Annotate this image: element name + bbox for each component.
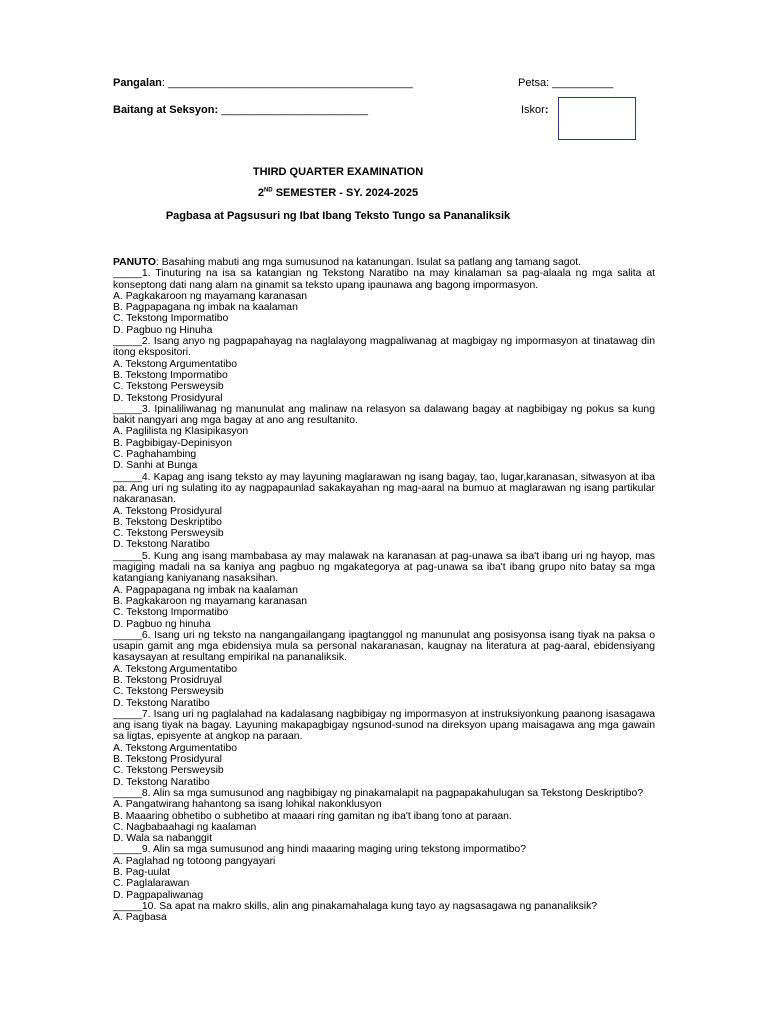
question-text: _____10. Sa apat na makro skills, alin ang pinakamahalaga kung tayo ay nagsasagawa ng pananaliksik? [113,900,598,912]
question-item [113,268,655,336]
question-text: _____6. Isang uri ng teksto na nangangailangang ipagtanggol ng manunulat ang posisyonsa isang tiyak na paksa o usapin gamit ang mga ebidensiya mula sa personal nakaranasan, kaugnay na literatura at pag-aaral, ebidensiyang kasaysayan at resultang empirikal na pananaliksik. [113,629,655,664]
question-text: _____7. Isang uri ng paglalahad na kadalasang nagbibigay ng impormasyon at instruksiyonkung paanong isasagawa ang isang tiyak na bagay. Layuning makapagbigay ngsunod-sunod na direksyon upang maisagawa ang mga gawain sa ligtas, episyente at angkop na paraan. [113,708,655,743]
question-text: _____9. Alin sa mga sumusunod ang hindi maaaring maging uring tekstong impormatibo? [113,844,526,856]
grade-section-line[interactable]: ________________________ [218,104,369,116]
score-row [521,104,549,116]
answer-choice: B. Pagbibigay-Depinisyon [113,437,232,449]
answer-choice: A. Paglahad ng totoong pangyayari [113,855,276,867]
answer-choice: D. Pagpapaliwanag [113,889,204,901]
question-item [113,709,655,788]
semester-year: SEMESTER - SY. 2024-2025 [272,187,419,199]
grade-section-row [113,104,368,116]
question-item [113,404,655,472]
answer-choice: D. Tekstong Naratibo [113,697,210,709]
name-label: Pangalan [113,77,162,89]
question-text: _____1. Tinuturing na isa sa katangian ng Tekstong Naratibo na may kinalaman sa pag-alaala ng mga salita at konseptong dati nang alam na ginamit sa teksto upang ipaunawa ang bagong impormasyon. [113,268,655,291]
answer-choice: A. Pagpapagana ng imbak na kaalaman [113,584,298,596]
answer-choice: A. Pangatwirang hahantong sa isang lohikal nakonklusyon [113,799,382,811]
answer-choice: C. Paghahambing [113,449,197,461]
score-box[interactable] [558,97,636,140]
date-line[interactable]: : __________ [546,77,614,89]
answer-choice: C. Tekstong Persweysib [113,381,224,393]
exam-title: THIRD QUARTER EXAMINATION [252,166,424,178]
answer-choice: A. Tekstong Argumentatibo [113,663,237,675]
answer-choice: D. Sanhi at Bunga [113,460,198,472]
question-text: _____4. Kapag ang isang teksto ay may layuning maglarawan ng isang bagay, tao, lugar,karanasan, sitwasyon at iba pa. Ang uri ng sulating ito ay nagpapaunlad sakakayahan ng mag-aaral na bumuo at maglarawan ng isang partikular nakaranasan. [113,471,655,506]
question-list [113,268,655,923]
answer-choice: B. Tekstong Deskriptibo [113,516,222,528]
question-text: _____2. Isang anyo ng pagpapahayag na naglalayong magpaliwanag at magbigay ng impormasyon at tinatawag din itong ekspositori. [113,336,655,359]
answer-choice: A. Tekstong Prosidyural [113,505,222,517]
name-row [113,77,413,89]
question-item [113,630,655,709]
answer-choice: D. Pagbuo ng hinuha [113,618,211,630]
answer-choice: A. Paglilista ng Klasipikasyon [113,426,249,438]
answer-choice: D. Tekstong Prosidyural [113,392,223,404]
answer-choice: B. Pagkakaroon ng mayamang karanasan [113,595,308,607]
instruction-label: PANUTO [113,257,156,268]
question-text: _____3. Ipinaliliwanag ng manunulat ang malinaw na relasyon sa dalawang bagay at nagbibigay ng pokus sa kung bakit nangyari ang mga bagay at ano ang resultanito. [113,403,655,427]
answer-choice: D. Pagbuo ng Hinuha [113,324,213,336]
answer-choice: C. Tekstong Persweysib [113,765,224,777]
date-row [518,77,613,89]
score-label: Iskor [521,104,545,116]
answer-choice: D. Wala sa nabanggit [113,833,212,845]
name-line[interactable]: : ________________________________________ [161,77,413,89]
answer-choice: A. Tekstong Argumentatibo [113,358,237,370]
subject-title: Pagbasa at Pagsusuri ng Ibat Ibang Teksto Tungo sa Pananaliksik [165,210,511,222]
semester-title [0,187,676,199]
answer-choice: B. Tekstong Impormatibo [113,369,228,381]
answer-choice: C. Tekstong Persweysib [113,528,224,540]
answer-choice: B. Tekstong Prosidruyal [113,674,222,686]
date-label: Petsa [518,77,547,89]
answer-choice: A. Tekstong Argumentatibo [113,742,237,754]
answer-choice: C. Nagbabaahagi ng kaalaman [113,821,257,833]
semester-number: 2 [257,187,264,199]
question-item [113,788,655,844]
answer-choice: A. Pagkakaroon ng mayamang karanasan [113,290,308,302]
score-colon: : [544,104,549,116]
answer-choice: C. Tekstong Impormatibo [113,607,229,619]
question-text: _____5. Kung ang isang mambabasa ay may malawak na karanasan at pag-unawa sa iba't ibang uri ng hayop, mas magiging madali na sa kaniya ang pagbuo ng mgakategorya at pag-unawa sa iba't ibang grupo nito batay sa mga katangiang kaniyanang nasaksihan. [113,550,655,585]
answer-choice: B. Pag-uulat [113,867,171,879]
answer-choice: D. Tekstong Naratibo [113,539,210,551]
instruction-text: : Basahing mabuti ang mga sumusunod na katanungan. Isulat sa patlang ang tamang sagot. [155,257,582,268]
answer-choice: C. Tekstong Persweysib [113,686,224,698]
grade-section-label: Baitang at Seksyon: [113,104,219,116]
answer-choice: A. Pagbasa [113,912,167,924]
answer-choice: D. Tekstong Naratibo [113,776,210,788]
exam-content [113,257,655,924]
question-item [113,901,655,924]
answer-choice: B. Pagpapagana ng imbak na kaalaman [113,302,298,314]
answer-choice: C. Paglalarawan [113,878,190,890]
answer-choice: C. Tekstong Impormatibo [113,313,229,325]
question-item [113,551,655,630]
question-text: _____8. Alin sa mga sumusunod ang nagbibigay ng pinakamalapit na pagpapakahulugan sa Tekstong Deskriptibo? [113,787,644,799]
question-item [113,844,655,900]
question-item [113,336,655,404]
question-item [113,472,655,551]
semester-ordinal: ND [263,187,273,194]
answer-choice: B. Maaaring obhetibo o subhetibo at maaari ring gamitan ng iba't ibang tono at paraan. [113,810,512,822]
instruction [113,257,655,268]
answer-choice: B. Tekstong Prosidyural [113,754,222,766]
